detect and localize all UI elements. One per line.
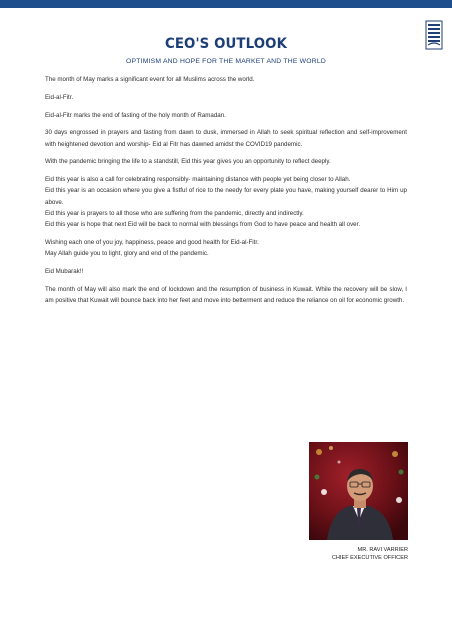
- paragraph: Eid-al-Fitr marks the end of fasting of the holy month of Ramadan.: [45, 111, 226, 119]
- paragraph: Eid Mubarak!!: [45, 267, 84, 275]
- ceo-name: MR. RAVI VARRIER: [357, 547, 408, 553]
- top-accent-bar: [0, 0, 452, 8]
- paragraph: May Allah guide you to light, glory and end of the pandemic.: [45, 250, 209, 257]
- paragraph: With the pandemic bringing the life to a standstill, Eid this year gives you an opportunity to reflect deeply.: [45, 158, 331, 166]
- page-subtitle: OPTIMISM AND HOPE FOR THE MARKET AND THE WORLD: [126, 58, 326, 65]
- paragraph: Eid this year is hope that next Eid will be back to normal with blessings from God to have peace and health all over.: [45, 221, 361, 228]
- paragraph: The month of May marks a significant event for all Muslims across the world.: [45, 76, 255, 83]
- ceo-portrait-photo: [309, 442, 408, 540]
- ceo-title: CHIEF EXECUTIVE OFFICER: [331, 555, 408, 561]
- paragraph: Wishing each one of you joy, happiness, peace and good health for Eid-al-Fitr.: [45, 238, 259, 246]
- paragraph: Eid this year is an occasion where you give a fistful of rice to the needy for every plate you have, making yourself dearer to Him up above.: [45, 187, 407, 206]
- article-body: [45, 74, 407, 313]
- paragraph: Eid-al-Fitr.: [45, 93, 74, 101]
- paragraph: Eid this year is prayers to all those who are suffering from the pandemic, directly and indirectly.: [45, 209, 304, 217]
- paragraph: The month of May will also mark the end of lockdown and the resumption of business in Kuwait. While the recovery will be slow, I am positive that Kuwait will bounce back into her feet and move into betterment and reduce the reliance on oil for economic growth.: [45, 285, 407, 304]
- page-title: CEO'S OUTLOOK: [164, 36, 288, 52]
- paragraph: Eid this year is also a call for celebrating responsibly- maintaining distance with people yet being closer to Allah.: [45, 176, 351, 184]
- paragraph: 30 days engrossed in prayers and fasting from dawn to dusk, immersed in Allah to seek spiritual reflection and self-improvement with heightened devotion and worship- Eid al Fitr has dawned amidst the COVID19 pandemic.: [45, 129, 407, 148]
